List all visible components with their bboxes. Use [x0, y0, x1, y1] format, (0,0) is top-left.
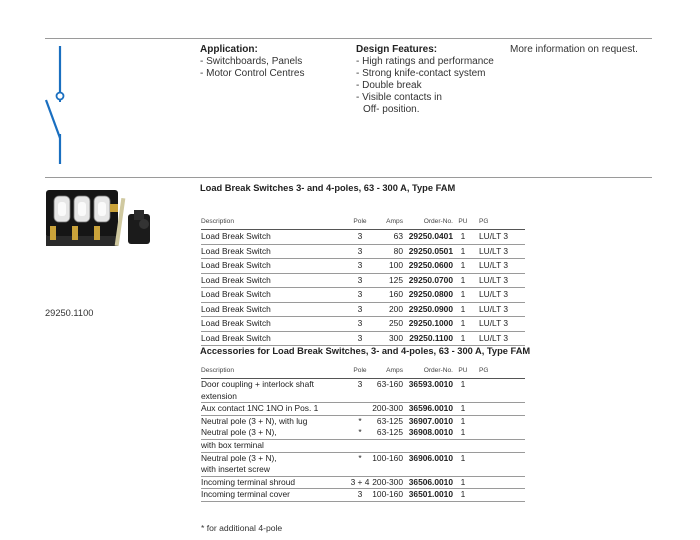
- cell-pg: LU/LT 3: [479, 318, 509, 328]
- cell-order-no: 36506.0010: [408, 476, 453, 487]
- table-row-continuation: [201, 391, 525, 404]
- cell-pole: 3: [357, 332, 363, 343]
- header-amps: Amps: [386, 218, 403, 225]
- cell-amps: 200: [389, 303, 403, 314]
- table-row: [201, 416, 525, 428]
- cell-amps: 63-125: [376, 427, 403, 438]
- cell-pu: 1: [460, 489, 466, 500]
- cell-pg: LU/LT 3: [479, 303, 509, 314]
- cell-desc: with box terminal: [201, 439, 264, 450]
- cell-desc: Neutral pole (3 + N),: [201, 452, 277, 463]
- table-row: [201, 230, 525, 245]
- cell-desc: Load Break Switch: [201, 332, 271, 343]
- switches-title: Load Break Switches 3- and 4-poles, 63 - 300 A, Type FAM: [200, 183, 456, 193]
- cell-pg: LU/LT 3: [479, 231, 509, 241]
- cell-desc: Neutral pole (3 + N),: [201, 427, 277, 438]
- table-row: [201, 440, 525, 453]
- header-pole: Pole: [353, 218, 367, 225]
- cell-pu: 1: [460, 245, 466, 256]
- cell-desc: Load Break Switch: [201, 289, 271, 299]
- application-block: [200, 44, 304, 80]
- section-rule: [45, 177, 652, 178]
- cell-pu: 1: [460, 260, 466, 270]
- cell-desc: Neutral pole (3 + N), with lug: [201, 415, 308, 426]
- switches-table: [201, 217, 525, 346]
- header-pu: PU: [458, 367, 468, 374]
- cell-order-no: 29250.1100: [409, 332, 453, 343]
- header-order-no: Order-No.: [423, 218, 453, 225]
- cell-desc: Door coupling + interlock shaft: [201, 379, 314, 389]
- table-row: [201, 403, 525, 416]
- header-pg: PG: [479, 218, 489, 225]
- header-order-no: Order-No.: [423, 367, 453, 374]
- cell-desc: Load Break Switch: [201, 274, 271, 285]
- table-row-continuation: [201, 427, 525, 440]
- cell-pg: LU/LT 3: [479, 260, 509, 270]
- switch-symbol-icon: [40, 42, 80, 168]
- cell-amps: 80: [393, 245, 403, 256]
- design-feature-item: - Strong knife-contact system: [356, 68, 486, 79]
- table-row: [201, 288, 525, 303]
- cell-desc: Load Break Switch: [201, 303, 271, 314]
- cell-amps: 160: [389, 289, 403, 299]
- cell-pg: LU/LT 3: [479, 274, 509, 285]
- header-desc: Description: [201, 367, 234, 374]
- header-pg: PG: [479, 367, 489, 374]
- cell-pole: 3: [357, 260, 363, 270]
- cell-pg: LU/LT 3: [479, 245, 509, 256]
- cell-pole: *: [358, 452, 362, 463]
- cell-pole: 3: [357, 245, 363, 256]
- cell-amps: 300: [389, 332, 403, 343]
- design-features-block: [356, 44, 494, 116]
- cell-pu: 1: [460, 274, 466, 285]
- cell-amps: 63-160: [376, 379, 403, 389]
- cell-desc: Load Break Switch: [201, 231, 271, 241]
- cell-amps: 250: [389, 318, 403, 328]
- cell-pole: 3: [357, 231, 363, 241]
- table-header: [201, 217, 525, 230]
- cell-pole: 3: [357, 303, 363, 314]
- footnote: * for additional 4-pole: [201, 523, 283, 533]
- cell-pole: 3: [357, 318, 363, 328]
- cell-amps: 100: [389, 260, 403, 270]
- cell-desc: Incoming terminal shroud: [201, 476, 296, 487]
- cell-pole: 3: [357, 379, 363, 389]
- cell-amps: 125: [389, 274, 403, 285]
- application-item: - Motor Control Centres: [200, 68, 305, 79]
- header-amps: Amps: [386, 367, 403, 374]
- table-row: [201, 332, 525, 347]
- cell-order-no: 29250.0501: [408, 245, 453, 256]
- cell-order-no: 29250.0600: [408, 260, 453, 270]
- cell-amps: 63-125: [376, 415, 403, 426]
- product-image-caption: 29250.1100: [45, 308, 94, 318]
- cell-order-no: 29250.0700: [408, 274, 453, 285]
- accessories-title: Accessories for Load Break Switches, 3- and 4-poles, 63 - 300 A, Type FAM: [200, 346, 531, 356]
- cell-order-no: 36501.0010: [408, 489, 453, 500]
- cell-pu: 1: [460, 318, 466, 328]
- table-row: [201, 379, 525, 391]
- cell-order-no: 36908.0010: [408, 427, 453, 438]
- more-info-text: More information on request.: [510, 44, 638, 55]
- cell-desc: Incoming terminal cover: [201, 489, 290, 500]
- design-feature-item: - Visible contacts in: [356, 92, 442, 103]
- table-row: [201, 489, 525, 502]
- cell-desc: Load Break Switch: [201, 318, 271, 328]
- accessories-table: [201, 366, 525, 502]
- design-feature-item: Off- position.: [363, 104, 420, 115]
- cell-pu: 1: [460, 427, 466, 438]
- table-row: [201, 303, 525, 318]
- cell-order-no: 36907.0010: [408, 415, 453, 426]
- cell-amps: 63: [393, 231, 403, 241]
- header-desc: Description: [201, 218, 234, 225]
- design-features-heading: Design Features:: [356, 44, 438, 55]
- table-row: [201, 245, 525, 260]
- header-pole: Pole: [353, 367, 367, 374]
- cell-pu: 1: [460, 231, 466, 241]
- table-row: [201, 453, 525, 465]
- cell-desc: Load Break Switch: [201, 260, 271, 270]
- cell-order-no: 36593.0010: [408, 379, 453, 389]
- top-rule: [45, 38, 652, 39]
- cell-order-no: 29250.0401: [408, 231, 453, 241]
- cell-pu: 1: [460, 303, 466, 314]
- cell-pg: LU/LT 3: [479, 332, 509, 343]
- cell-pu: 1: [460, 289, 466, 299]
- design-feature-item: - Double break: [356, 80, 422, 91]
- cell-pu: 1: [460, 332, 466, 343]
- cell-pu: 1: [460, 476, 466, 487]
- table-row: [201, 477, 525, 490]
- cell-order-no: 29250.1000: [408, 318, 453, 328]
- application-heading: Application:: [200, 44, 258, 55]
- table-row: [201, 317, 525, 332]
- cell-pu: 1: [460, 403, 466, 414]
- cell-amps: 200-300: [372, 403, 403, 414]
- cell-order-no: 29250.0900: [408, 303, 453, 314]
- design-feature-item: - High ratings and performance: [356, 56, 494, 67]
- cell-order-no: 36596.0010: [408, 403, 453, 414]
- cell-pole: *: [358, 415, 362, 426]
- header-pu: PU: [458, 218, 468, 225]
- table-header: [201, 366, 525, 379]
- cell-pu: 1: [460, 415, 466, 426]
- cell-pole: 3: [357, 274, 363, 285]
- cell-pg: LU/LT 3: [479, 289, 509, 299]
- cell-amps: 100-160: [372, 489, 403, 500]
- cell-pole: *: [358, 427, 362, 438]
- cell-order-no: 29250.0800: [408, 289, 453, 299]
- cell-desc: extension: [201, 390, 237, 401]
- cell-amps: 200-300: [372, 476, 403, 487]
- cell-pu: 1: [460, 379, 466, 389]
- table-row: [201, 259, 525, 274]
- cell-amps: 100-160: [372, 452, 403, 463]
- cell-desc: with insertet screw: [201, 464, 270, 475]
- cell-pole: 3: [357, 489, 363, 500]
- table-row: [201, 274, 525, 289]
- cell-desc: Aux contact 1NC 1NO in Pos. 1: [201, 403, 319, 414]
- load-break-switch-image: [44, 184, 164, 264]
- application-item: - Switchboards, Panels: [200, 56, 303, 67]
- cell-pole: 3: [357, 289, 363, 299]
- cell-order-no: 36906.0010: [408, 452, 453, 463]
- table-row-continuation: [201, 464, 525, 477]
- cell-pu: 1: [460, 452, 466, 463]
- cell-pole: 3 + 4: [350, 476, 370, 487]
- cell-desc: Load Break Switch: [201, 245, 271, 256]
